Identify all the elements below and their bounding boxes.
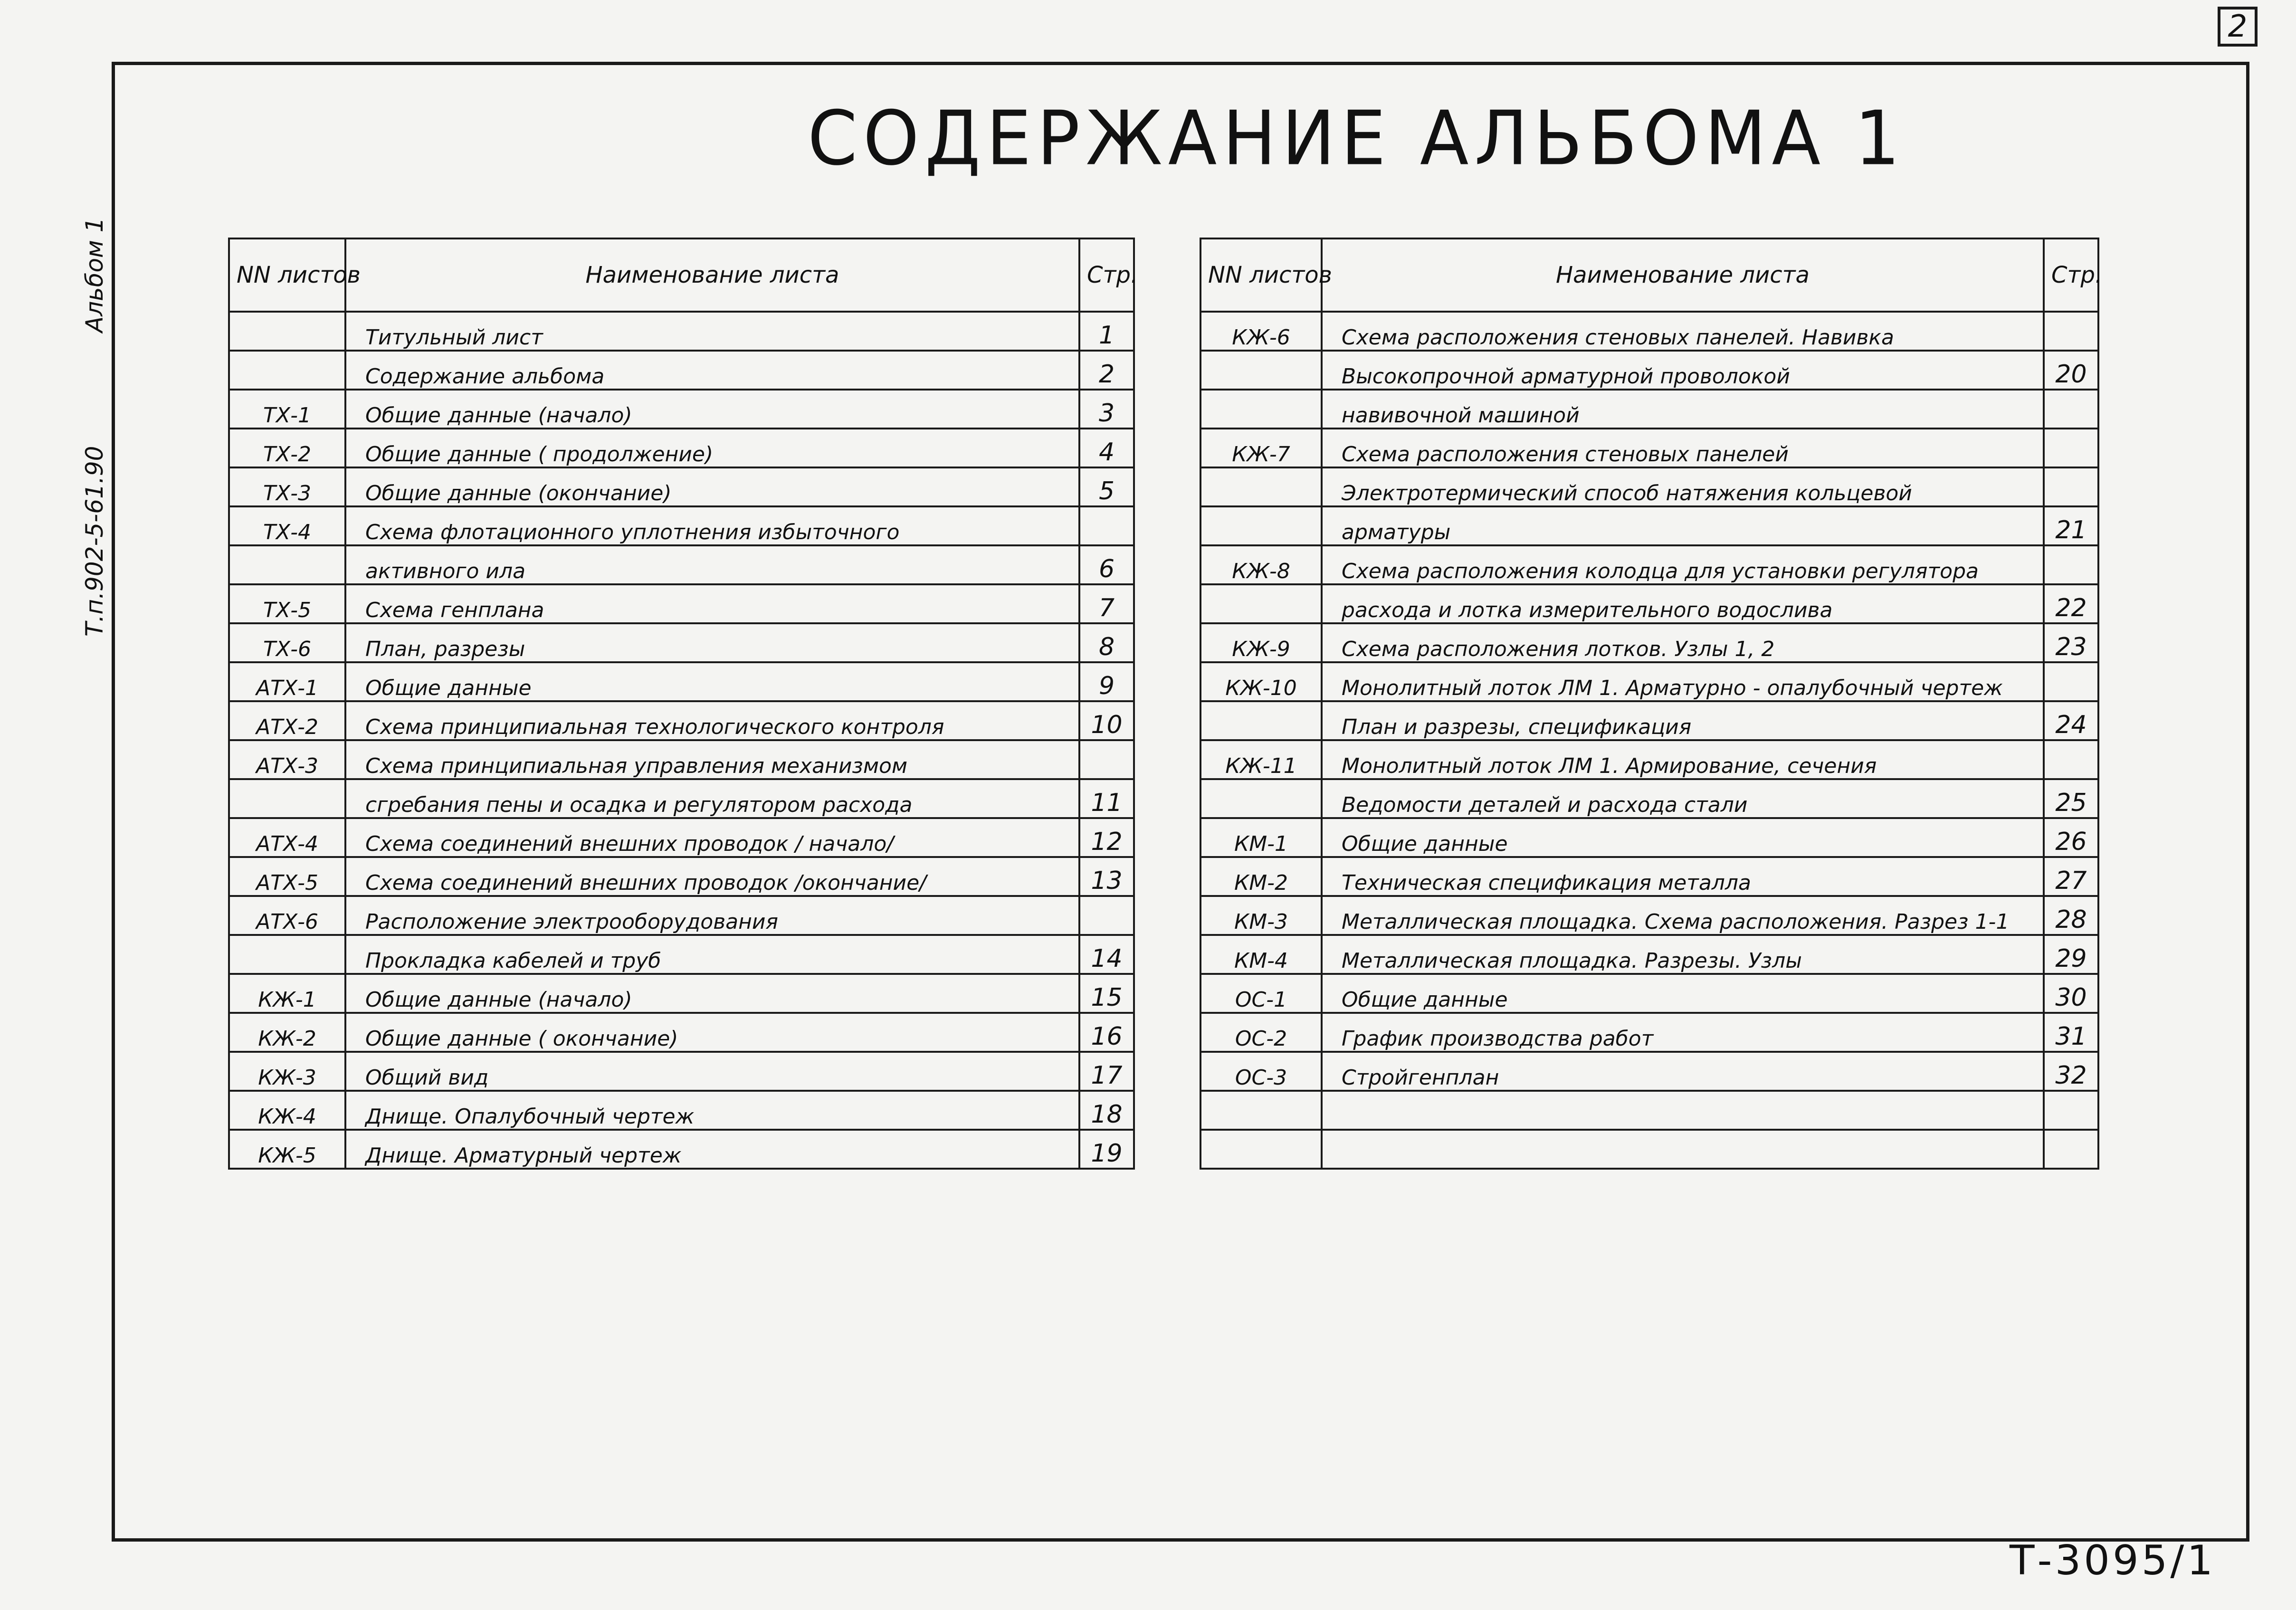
table-row [229,779,1134,818]
table-row [1200,1052,2098,1091]
sheet-code [1200,584,1322,623]
sheet-page: 1 [1079,312,1134,351]
table-row [229,545,1134,584]
sheet-page: 26 [2044,818,2098,857]
table-row [1200,818,2098,857]
side-label-project-code: Т.п.902-5-61.90 [81,446,108,637]
sheet-name: Прокладка кабелей и труб [345,935,1079,974]
sheet-name: Схема соединений внешних проводок / начало/ [345,818,1079,857]
sheet-code [229,312,345,351]
sheet-name: Схема флотационного уплотнения избыточного [345,506,1079,545]
sheet-code: КЖ-2 [229,1013,345,1052]
sheet-page: 2 [1079,351,1134,390]
sheet-code: ТХ-1 [229,390,345,429]
sheet-name: Высокопрочной арматурной проволокой [1322,351,2044,390]
sheet-code [1200,351,1322,390]
sheet-name: Электротермический способ натяжения кольцевой [1322,467,2044,506]
table-row [1200,974,2098,1013]
sheet-page: 8 [1079,623,1134,662]
header-sheet-numbers: NN листов [229,238,345,312]
sheet-code [1200,1130,1322,1169]
sheet-page [2044,429,2098,467]
table-row [229,1091,1134,1130]
archive-stamp: Т-3095/1 [2010,1537,2216,1584]
sheet-page: 18 [1079,1091,1134,1130]
sheet-code: КЖ-11 [1200,740,1322,779]
sheet-code: КЖ-9 [1200,623,1322,662]
table-row [229,896,1134,935]
sheet-code: КМ-1 [1200,818,1322,857]
table-row [229,429,1134,467]
sheet-name: Днище. Опалубочный чертеж [345,1091,1079,1130]
table-row [1200,779,2098,818]
sheet-code: АТХ-3 [229,740,345,779]
sheet-page: 30 [2044,974,2098,1013]
sheet-page [2044,467,2098,506]
table-row [229,1013,1134,1052]
sheet-name: Металлическая площадка. Схема расположения. Разрез 1-1 [1322,896,2044,935]
sheet-name: расхода и лотка измерительного водослива [1322,584,2044,623]
sheet-name: Титульный лист [345,312,1079,351]
sheet-page [2044,662,2098,701]
sheet-page: 31 [2044,1013,2098,1052]
table-header-row [229,238,1134,312]
contents-table-right [1200,238,2103,1170]
sheet-name: Схема расположения лотков. Узлы 1, 2 [1322,623,2044,662]
table-row [1200,1013,2098,1052]
sheet-code: АТХ-1 [229,662,345,701]
sheet-name: Металлическая площадка. Разрезы. Узлы [1322,935,2044,974]
sheet-page: 25 [2044,779,2098,818]
sheet-code [1200,506,1322,545]
table-row [229,974,1134,1013]
sheet-page [2044,312,2098,351]
sheet-page: 7 [1079,584,1134,623]
sheet-name: Стройгенплан [1322,1052,2044,1091]
table-row [229,1130,1134,1169]
sheet-page [1079,896,1134,935]
sheet-page: 28 [2044,896,2098,935]
table-row [1200,1091,2098,1130]
table-row [1200,857,2098,896]
sheet-page: 21 [2044,506,2098,545]
sheet-code: ТХ-4 [229,506,345,545]
sheet-name: График производства работ [1322,1013,2044,1052]
table-row [229,351,1134,390]
table-row [1200,390,2098,429]
table-row [1200,467,2098,506]
table-row [1200,662,2098,701]
sheet-name [1322,1091,2044,1130]
sheet-page: 3 [1079,390,1134,429]
sheet-page: 19 [1079,1130,1134,1169]
sheet-name: Схема расположения стеновых панелей. Навивка [1322,312,2044,351]
sheet-name: Общие данные [1322,818,2044,857]
sheet-name: Общие данные ( продолжение) [345,429,1079,467]
sheet-page [1079,740,1134,779]
sheet-page: 29 [2044,935,2098,974]
sheet-name: Общие данные ( окончание) [345,1013,1079,1052]
sheet-code [229,935,345,974]
table-row [229,935,1134,974]
table-row [229,390,1134,429]
sheet-code: ОС-1 [1200,974,1322,1013]
table-row [1200,312,2098,351]
sheet-code: КЖ-1 [229,974,345,1013]
page-number: 2 [2218,7,2258,47]
sheet-name: Общие данные (окончание) [345,467,1079,506]
sheet-page: 11 [1079,779,1134,818]
sheet-name: Общие данные (начало) [345,974,1079,1013]
sheet-name: активного ила [345,545,1079,584]
sheet-code: КЖ-10 [1200,662,1322,701]
sheet-code: ОС-2 [1200,1013,1322,1052]
sheet-page: 9 [1079,662,1134,701]
sheet-code [229,351,345,390]
sheet-code: ТХ-5 [229,584,345,623]
table-row [1200,935,2098,974]
sheet-code: ТХ-6 [229,623,345,662]
sheet-page: 4 [1079,429,1134,467]
sheet-code: ТХ-2 [229,429,345,467]
sheet-code: АТХ-2 [229,701,345,740]
table-row [229,701,1134,740]
table-row [229,740,1134,779]
sheet-name: Схема расположения стеновых панелей [1322,429,2044,467]
sheet-code: АТХ-6 [229,896,345,935]
sheet-page [2044,390,2098,429]
sheet-page: 20 [2044,351,2098,390]
page-title: СОДЕРЖАНИЕ АЛЬБОМА 1 [808,95,1906,182]
table-row [1200,545,2098,584]
sheet-name: Содержание альбома [345,351,1079,390]
contents-table-left [228,238,1138,1170]
sheet-name: Расположение электрооборудования [345,896,1079,935]
table-row [1200,896,2098,935]
sheet-code: КЖ-4 [229,1091,345,1130]
table-header-row [1200,238,2098,312]
sheet-code: КМ-3 [1200,896,1322,935]
sheet-name: сгребания пены и осадка и регулятором расхода [345,779,1079,818]
table-row [229,467,1134,506]
sheet-code: КЖ-8 [1200,545,1322,584]
sheet-name: Схема принципиальная технологического контроля [345,701,1079,740]
sheet-page: 13 [1079,857,1134,896]
side-label-album: Альбом 1 [81,217,108,333]
sheet-code [1200,467,1322,506]
table-row [1200,1130,2098,1169]
header-page: Стр. [1079,238,1134,312]
table-row [1200,429,2098,467]
table-row [1200,506,2098,545]
sheet-code [1200,701,1322,740]
sheet-code: КЖ-7 [1200,429,1322,467]
sheet-name: Общие данные (начало) [345,390,1079,429]
table-row [229,662,1134,701]
sheet-page: 22 [2044,584,2098,623]
sheet-name: План и разрезы, спецификация [1322,701,2044,740]
table-row [229,623,1134,662]
table-row [1200,701,2098,740]
sheet-name: План, разрезы [345,623,1079,662]
sheet-code: КЖ-3 [229,1052,345,1091]
sheet-page: 32 [2044,1052,2098,1091]
sheet-page: 24 [2044,701,2098,740]
header-sheet-numbers: NN листов [1200,238,1322,312]
sheet-page [2044,1091,2098,1130]
sheet-code: КЖ-6 [1200,312,1322,351]
sheet-name: арматуры [1322,506,2044,545]
sheet-page [1079,506,1134,545]
header-sheet-name: Наименование листа [345,238,1079,312]
sheet-code: КМ-2 [1200,857,1322,896]
sheet-page [2044,545,2098,584]
table-row [229,857,1134,896]
sheet-page: 5 [1079,467,1134,506]
table-row [1200,351,2098,390]
sheet-code [1200,390,1322,429]
table-row [229,818,1134,857]
sheet-code: ТХ-3 [229,467,345,506]
sheet-page: 16 [1079,1013,1134,1052]
sheet-name: Схема расположения колодца для установки регулятора [1322,545,2044,584]
sheet-page [2044,1130,2098,1169]
table-row [1200,623,2098,662]
sheet-name: Общий вид [345,1052,1079,1091]
header-page: Стр. [2044,238,2098,312]
sheet-name: Монолитный лоток ЛМ 1. Армирование, сечения [1322,740,2044,779]
sheet-name: Схема генплана [345,584,1079,623]
sheet-name: Общие данные [345,662,1079,701]
table-row [1200,740,2098,779]
sheet-code: ОС-3 [1200,1052,1322,1091]
table-row [1200,584,2098,623]
sheet-code: КЖ-5 [229,1130,345,1169]
sheet-code: АТХ-4 [229,818,345,857]
sheet-code [229,545,345,584]
header-sheet-name: Наименование листа [1322,238,2044,312]
sheet-code: АТХ-5 [229,857,345,896]
sheet-page: 10 [1079,701,1134,740]
sheet-name: Общие данные [1322,974,2044,1013]
sheet-name: Техническая спецификация металла [1322,857,2044,896]
sheet-name: Схема соединений внешних проводок /окончание/ [345,857,1079,896]
table-row [229,1052,1134,1091]
sheet-name: Монолитный лоток ЛМ 1. Арматурно - опалубочный чертеж [1322,662,2044,701]
sheet-page: 27 [2044,857,2098,896]
table-row [229,506,1134,545]
sheet-code [229,779,345,818]
sheet-page: 17 [1079,1052,1134,1091]
sheet-page [2044,740,2098,779]
sheet-name [1322,1130,2044,1169]
sheet-page: 6 [1079,545,1134,584]
sheet-page: 12 [1079,818,1134,857]
sheet-page: 15 [1079,974,1134,1013]
sheet-name: Ведомости деталей и расхода стали [1322,779,2044,818]
table-row [229,584,1134,623]
sheet-name: Схема принципиальная управления механизмом [345,740,1079,779]
sheet-name: Днище. Арматурный чертеж [345,1130,1079,1169]
sheet-code [1200,779,1322,818]
sheet-code: КМ-4 [1200,935,1322,974]
sheet-name: навивочной машиной [1322,390,2044,429]
sheet-page: 23 [2044,623,2098,662]
sheet-page: 14 [1079,935,1134,974]
table-row [229,312,1134,351]
sheet-code [1200,1091,1322,1130]
